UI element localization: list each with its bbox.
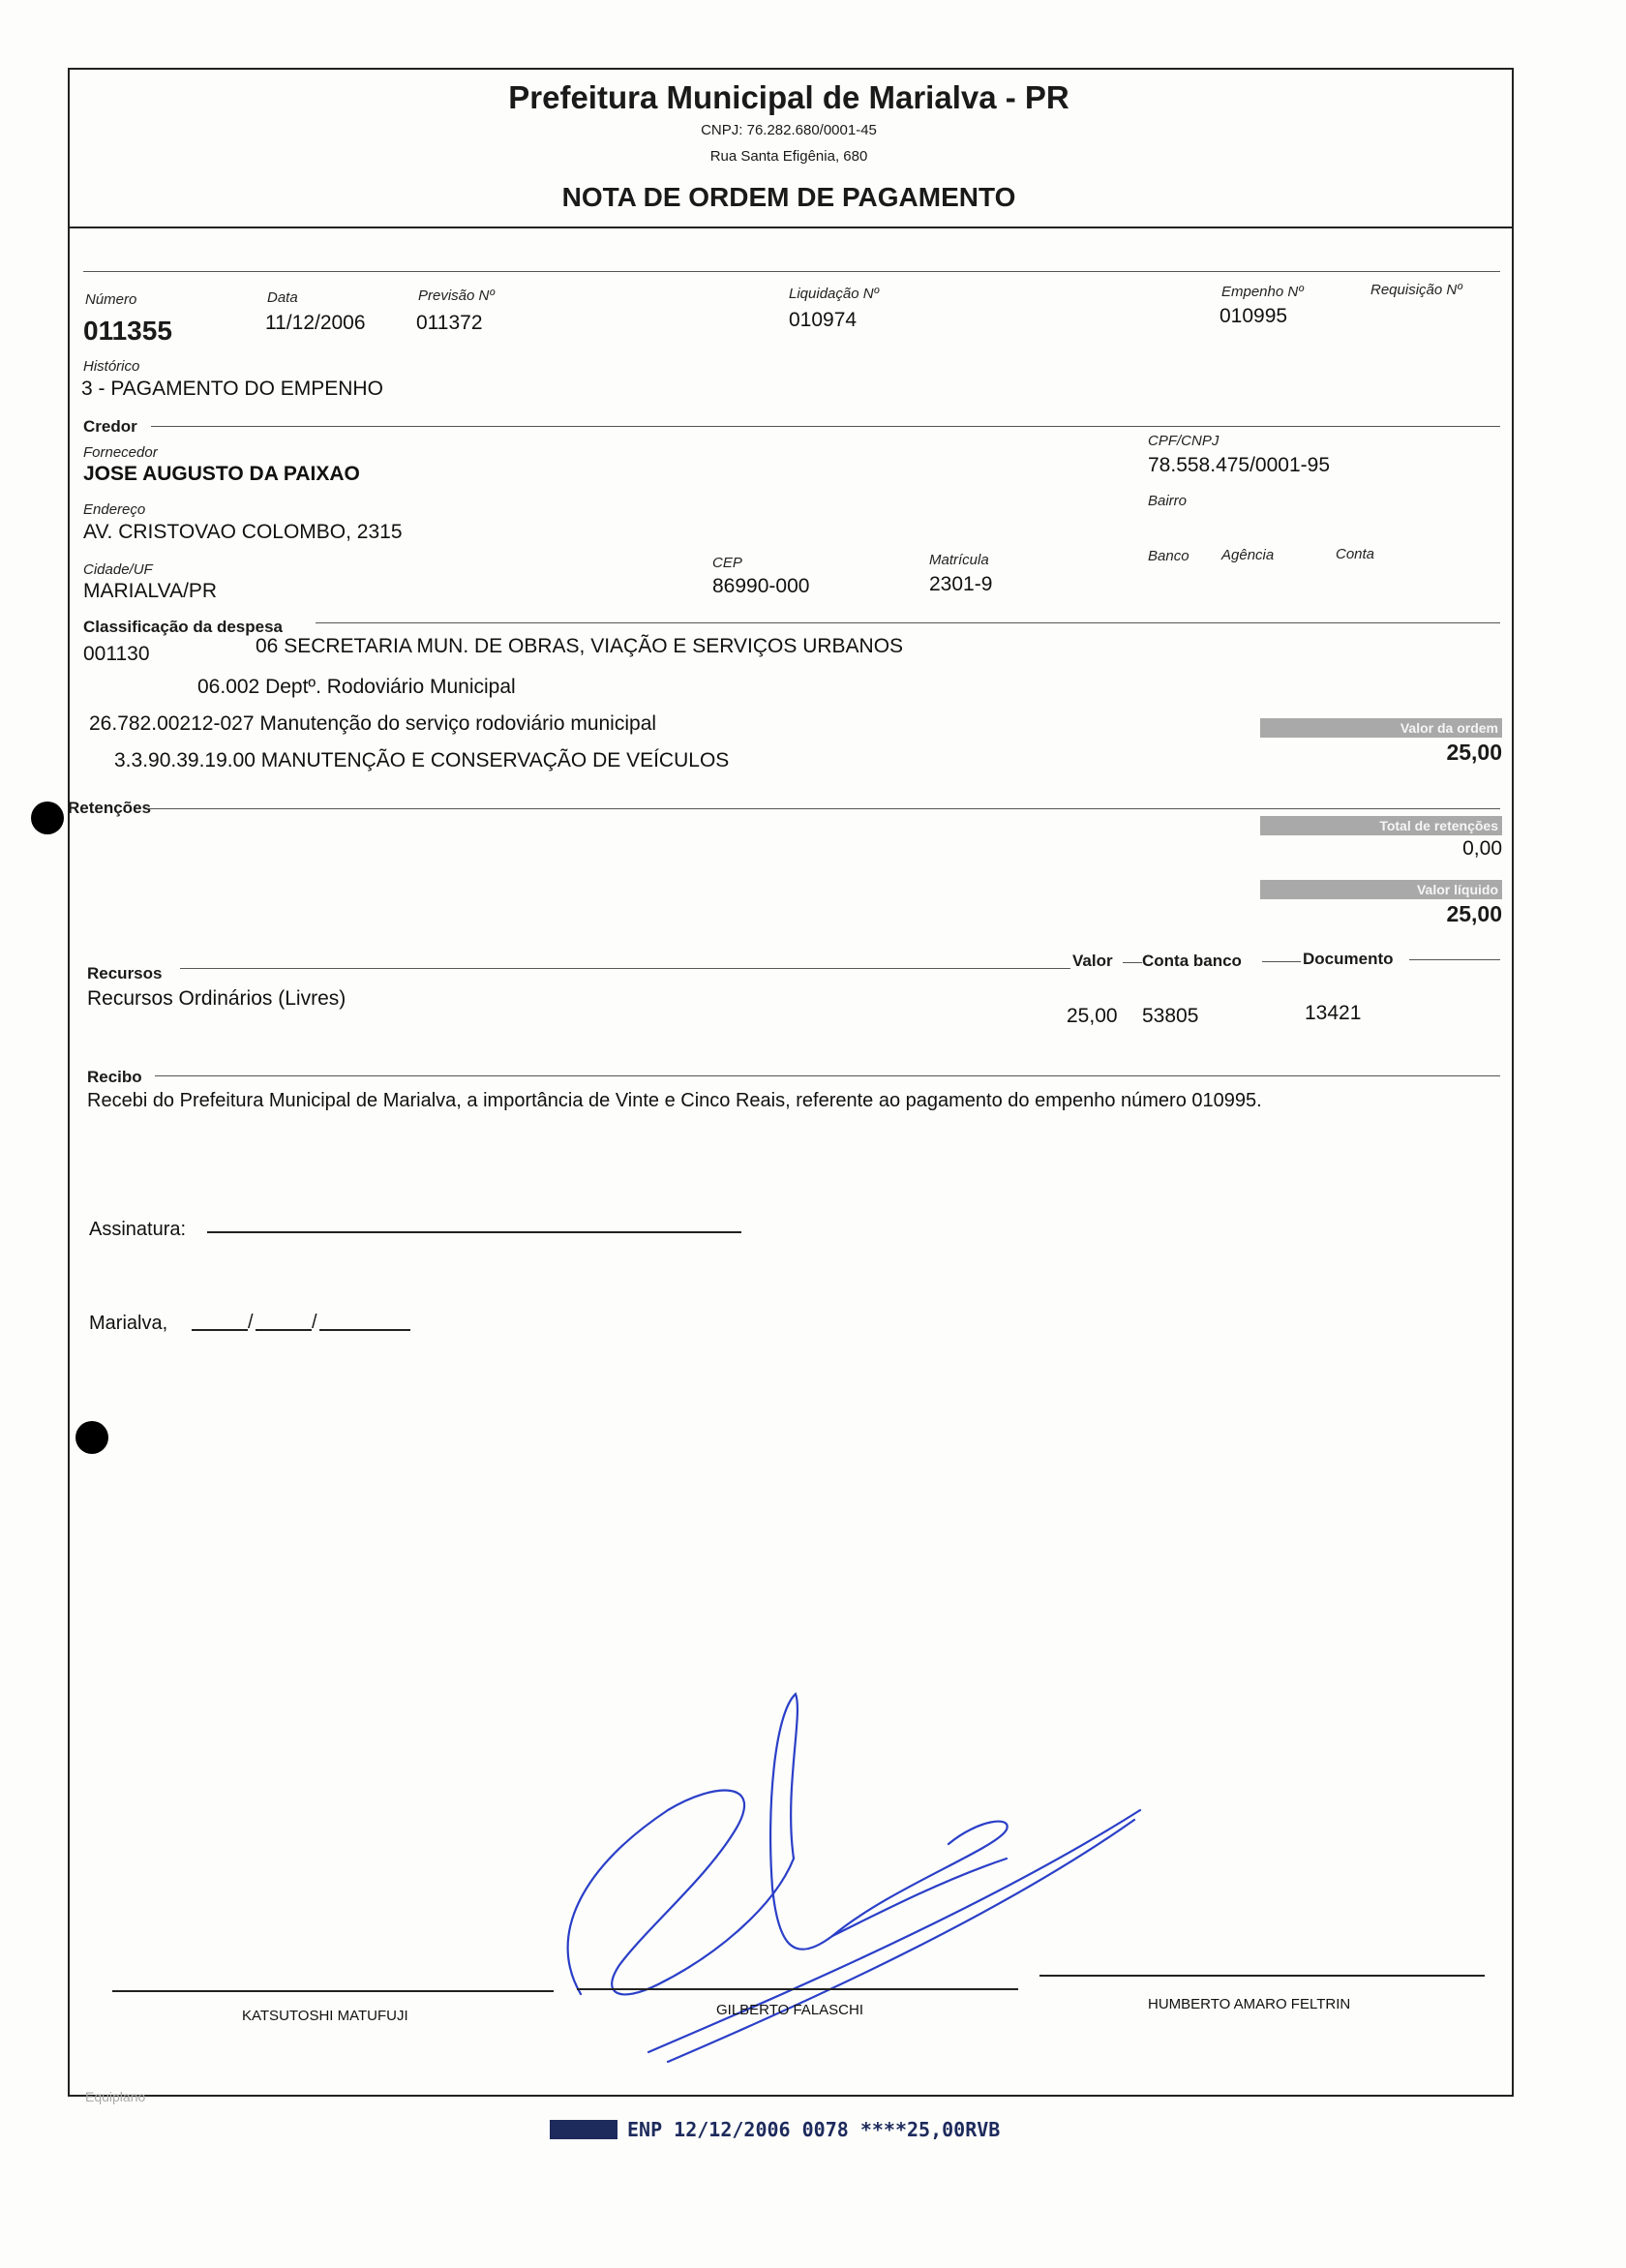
recibo-text: Recebi do Prefeitura Municipal de Marialva, a importância de Vinte e Cinco Reais, referente ao pagamento do empenho número 010995.: [87, 1090, 1262, 1111]
classificacao-rule: [316, 622, 1500, 623]
credor-heading: Credor: [83, 417, 137, 436]
banco-label: Banco: [1148, 548, 1189, 564]
year-blank: [319, 1329, 410, 1331]
signatory-1: KATSUTOSHI MATUFUJI: [242, 2008, 408, 2024]
conta-label: Conta: [1336, 546, 1375, 562]
cpf-label: CPF/CNPJ: [1148, 433, 1220, 449]
bank-stamp-logo: [550, 2120, 617, 2139]
document-title: NOTA DE ORDEM DE PAGAMENTO: [561, 182, 1016, 212]
recursos-conta-label: Conta banco: [1142, 952, 1242, 970]
total-retencoes-value: 0,00: [1462, 837, 1502, 860]
bank-stamp: ENP 12/12/2006 0078 ****25,00RVB: [627, 2118, 1001, 2141]
cidade-label: Cidade/UF: [83, 561, 153, 578]
recursos-descricao: Recursos Ordinários (Livres): [87, 987, 346, 1010]
recursos-heading: Recursos: [87, 964, 163, 983]
numero-label: Número: [85, 291, 137, 308]
liquidacao-label: Liquidação Nº: [789, 286, 880, 302]
previsao-value: 011372: [416, 312, 483, 334]
projeto-value: 26.782.00212-027 Manutenção do serviço rodoviário municipal: [89, 712, 657, 735]
recursos-rule-4: [1409, 959, 1500, 960]
empenho-label: Empenho Nº: [1221, 284, 1304, 300]
recursos-rule-2: [1123, 962, 1142, 963]
signatory-3: HUMBERTO AMARO FELTRIN: [1148, 1996, 1351, 2012]
recursos-conta: 53805: [1142, 1005, 1199, 1027]
classificacao-heading: Classificação da despesa: [83, 618, 284, 636]
punch-hole-2: [75, 1421, 108, 1454]
day-blank: [192, 1329, 248, 1331]
recibo-rule: [155, 1075, 1500, 1076]
dept-value: 06.002 Deptº. Rodoviário Municipal: [197, 676, 516, 698]
elemento-value: 3.3.90.39.19.00 MANUTENÇÃO E CONSERVAÇÃO DE VEÍCULOS: [114, 749, 730, 771]
recursos-documento: 13421: [1305, 1002, 1362, 1024]
matricula-label: Matrícula: [929, 552, 989, 568]
bairro-label: Bairro: [1148, 493, 1188, 509]
valor-liquido-value: 25,00: [1446, 901, 1502, 926]
requisicao-label: Requisição Nº: [1370, 282, 1462, 298]
cidade-value: MARIALVA/PR: [83, 580, 218, 602]
recursos-valor-label: Valor: [1072, 952, 1113, 970]
previsao-label: Previsão Nº: [418, 287, 495, 304]
agencia-label: Agência: [1221, 547, 1275, 563]
date-slash-2: /: [312, 1312, 317, 1333]
valor-liquido-label: Valor líquido: [1260, 880, 1502, 899]
liquidacao-value: 010974: [789, 309, 858, 331]
valor-ordem-value: 25,00: [1446, 740, 1502, 765]
data-value: 11/12/2006: [265, 312, 366, 334]
signatory-2: GILBERTO FALASCHI: [716, 2002, 863, 2018]
date-slash-1: /: [248, 1312, 254, 1333]
recursos-documento-label: Documento: [1303, 950, 1394, 968]
assinatura-line: [207, 1231, 741, 1233]
fornecedor-value: JOSE AUGUSTO DA PAIXAO: [83, 463, 360, 485]
historico-label: Histórico: [83, 358, 140, 375]
historico-value: 3 - PAGAMENTO DO EMPENHO: [81, 378, 383, 400]
local-data-label: Marialva,: [89, 1313, 168, 1334]
signature-line-3: [1039, 1975, 1485, 1977]
numero-value: 011355: [83, 316, 172, 346]
fields-divider: [83, 271, 1500, 272]
empenho-value: 010995: [1220, 305, 1288, 327]
fornecedor-label: Fornecedor: [83, 444, 158, 461]
recursos-rule: [180, 968, 1070, 969]
handwritten-signature: [542, 1675, 1161, 2081]
month-blank: [256, 1329, 312, 1331]
recursos-valor: 25,00: [1067, 1005, 1118, 1027]
header-address: Rua Santa Efigênia, 680: [709, 148, 868, 165]
valor-ordem-label: Valor da ordem: [1260, 718, 1502, 738]
signature-line-2: [577, 1988, 1018, 1990]
credor-rule: [151, 426, 1500, 427]
retencoes-heading: Retenções: [68, 799, 151, 817]
retencoes-rule: [147, 808, 1500, 809]
header-cnpj: CNPJ: 76.282.680/0001-45: [701, 122, 877, 138]
cpf-value: 78.558.475/0001-95: [1148, 454, 1331, 476]
endereco-label: Endereço: [83, 501, 146, 518]
software-watermark: Equiplano: [85, 2089, 146, 2104]
recibo-heading: Recibo: [87, 1068, 142, 1086]
endereco-value: AV. CRISTOVAO COLOMBO, 2315: [83, 521, 403, 543]
secretaria-value: 06 SECRETARIA MUN. DE OBRAS, VIAÇÃO E SERVIÇOS URBANOS: [256, 635, 904, 657]
page-title: Prefeitura Municipal de Marialva - PR: [508, 79, 1069, 115]
recursos-rule-3: [1262, 961, 1301, 962]
cep-value: 86990-000: [712, 575, 810, 597]
matricula-value: 2301-9: [929, 573, 993, 595]
data-label: Data: [267, 289, 298, 306]
classificacao-code: 001130: [83, 643, 150, 665]
total-retencoes-label: Total de retenções: [1260, 816, 1502, 835]
header-divider: [68, 227, 1514, 228]
cep-label: CEP: [712, 555, 742, 571]
punch-hole: [31, 801, 64, 834]
signature-line-1: [112, 1990, 554, 1992]
assinatura-label: Assinatura:: [89, 1219, 187, 1240]
